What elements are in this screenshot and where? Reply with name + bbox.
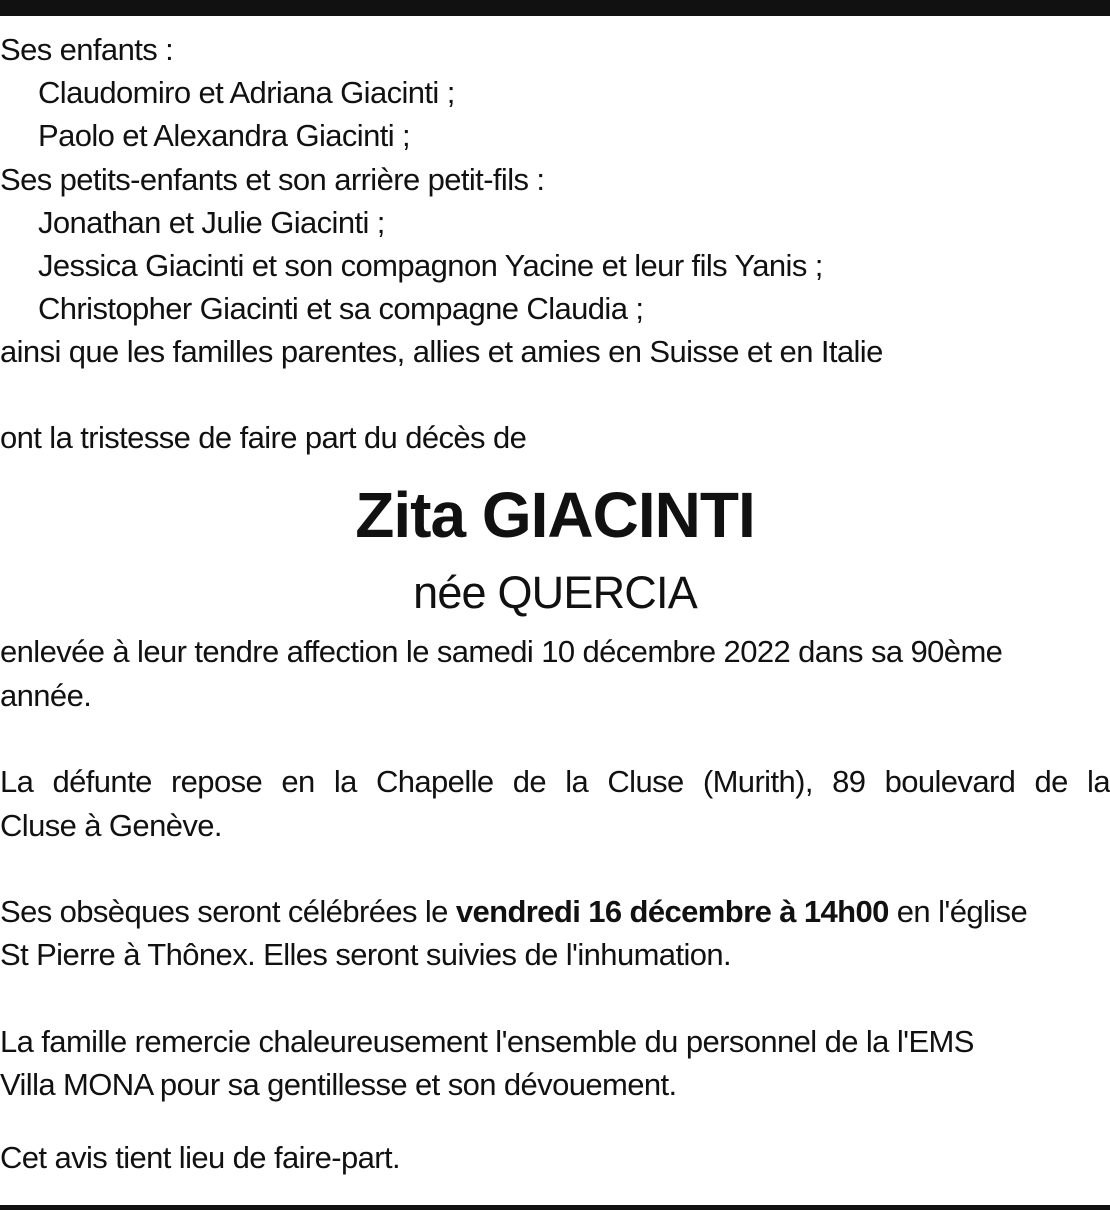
rest-word: repose — [170, 764, 263, 799]
rest-word: la — [1087, 764, 1110, 799]
funeral-date: vendredi 16 décembre à 14h00 — [455, 894, 889, 929]
rest-word: de — [512, 764, 547, 799]
rest-word: de — [1034, 764, 1068, 799]
closing-line: Cet avis tient lieu de faire-part. — [0, 1140, 401, 1175]
rest-word: la — [565, 764, 589, 799]
funeral-text: en l'église — [888, 894, 1028, 929]
top-border — [0, 0, 1110, 16]
child-entry: Paolo et Alexandra Giacinti ; — [38, 118, 411, 153]
announcement-line: ont la tristesse de faire part du décès de — [0, 420, 527, 455]
rest-word: la — [333, 764, 357, 799]
funeral-text: Ses obsèques seront célébrées le — [0, 894, 456, 929]
deceased-name: Zita GIACINTI — [355, 479, 755, 551]
rest-place-line: Cluse à Genève. — [0, 808, 222, 843]
children-heading: Ses enfants : — [0, 32, 174, 67]
grandchild-entry: Jonathan et Julie Giacinti ; — [38, 205, 385, 240]
grandchild-entry: Jessica Giacinti et son compagnon Yacine et leur fils Yanis ; — [38, 248, 823, 283]
rest-word: Cluse — [607, 764, 684, 799]
relatives-line: ainsi que les familles parentes, allies et amies en Suisse et en Italie — [0, 334, 883, 369]
thanks-line: Villa MONA pour sa gentillesse et son dévouement. — [0, 1067, 677, 1102]
maiden-name: née QUERCIA — [413, 567, 697, 618]
rest-word: défunte — [52, 764, 152, 799]
rest-word: 89 — [832, 764, 866, 799]
rest-word: La — [0, 764, 34, 799]
rest-word: (Murith), — [702, 764, 813, 799]
rest-place-line — [0, 760, 1110, 803]
thanks-line: La famille remercie chaleureusement l'ensemble du personnel de la l'EMS — [0, 1024, 974, 1059]
bottom-border — [0, 1205, 1110, 1210]
death-notice-line: enlevée à leur tendre affection le samedi 10 décembre 2022 dans sa 90ème — [0, 634, 1003, 669]
rest-word: boulevard — [884, 764, 1016, 799]
funeral-line — [0, 890, 1110, 933]
grandchild-entry: Christopher Giacinti et sa compagne Claudia ; — [38, 291, 644, 326]
grandchildren-heading: Ses petits-enfants et son arrière petit-fils : — [0, 162, 545, 197]
rest-word: Chapelle — [375, 764, 494, 799]
rest-word: en — [281, 764, 315, 799]
death-notice-line: année. — [0, 678, 92, 713]
funeral-line: St Pierre à Thônex. Elles seront suivies de l'inhumation. — [0, 937, 732, 972]
child-entry: Claudomiro et Adriana Giacinti ; — [38, 75, 455, 110]
